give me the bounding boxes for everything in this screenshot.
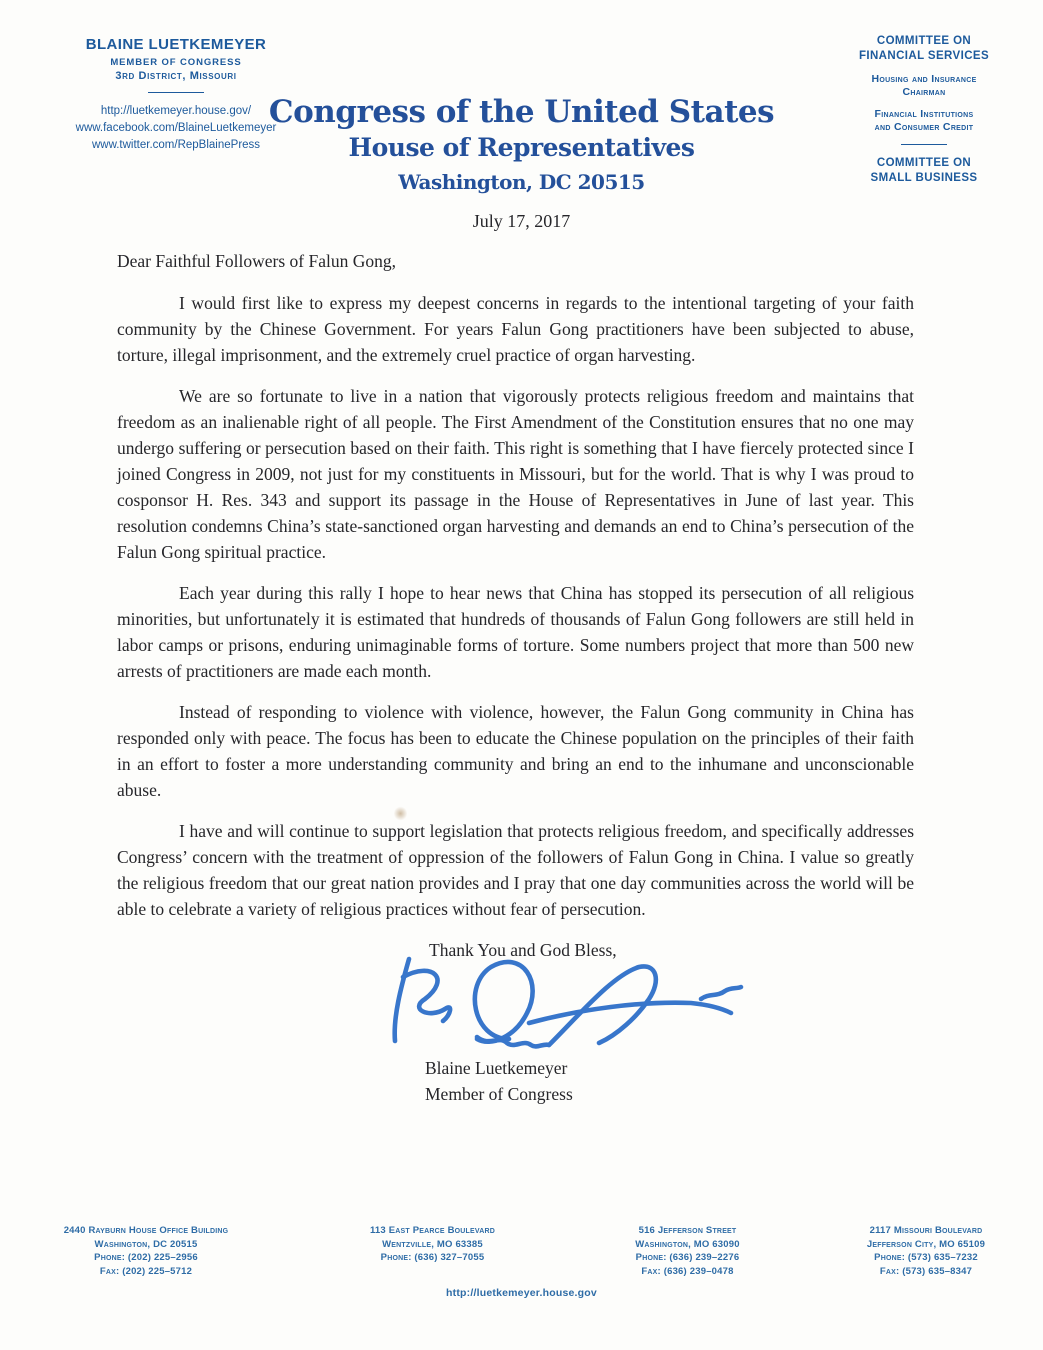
committees-block — [833, 34, 1015, 185]
divider — [901, 144, 947, 145]
facebook-link: www.facebook.com/BlaineLuetkemeyer — [75, 122, 277, 134]
committee-small-business: COMMITTEE ON SMALL BUSINESS — [870, 157, 978, 184]
subcommittee-financial-institutions: Financial Institutions and Consumer Credit — [874, 108, 974, 133]
paragraph-5: I have and will continue to support legislation that protects religious freedom, and specifically addresses Congress’ concern with the treatment of oppression of the followers of Falun Gong in China. I value so greatly the religious freedom that our great nation provides and I pray that one day communities across the world will be able to celebrate a variety of religious practices without fear of persecution. — [117, 821, 914, 919]
sender-district: 3rd District, Missouri — [115, 70, 237, 82]
office-dc: 2440 Rayburn House Office Building Washington, DC 20515 Phone: (202) 225–2956 Fax: (202) 225–5712 — [63, 1225, 229, 1277]
letter-body — [117, 248, 914, 1107]
office-jefferson-city: 2117 Missouri Boulevard Jefferson City, MO 65109 Phone: (573) 635–7232 Fax: (573) 635–8347 — [866, 1225, 986, 1277]
salutation: Dear Faithful Followers of Falun Gong, — [117, 251, 396, 271]
subcommittee-housing-insurance: Housing and Insurance Chairman — [871, 73, 977, 98]
signature-handwriting — [379, 955, 751, 1055]
paragraph-2: We are so fortunate to live in a nation that vigorously protects religious freedom and maintains that freedom as an inalienable right of all people. The First Amendment of the Constitution ensures that no one may undergo suffering or persecution based on their faith. This right is something that I have fiercely protected since I joined Congress in 2009, not just for my constituents in Missouri, but for the world. That is why I was proud to cosponsor H. Res. 343 and support its passage in the House of Representatives in June of last year. This resolution condemns China’s state-sanctioned organ harvesting and demands an end to China’s persecution of the Falun Gong spiritual practice. — [117, 386, 914, 562]
paragraph-3: Each year during this rally I hope to hear news that China has stopped its persecution of all religious minorities, but unfortunately it is estimated that hundreds of thousands of Falun Gong followers are still held in labor camps or prisons, enduring unimaginable forms of torture. Some numbers project that more than 500 new arrests of practitioners are made each month. — [117, 583, 914, 681]
twitter-link: www.twitter.com/RepBlainePress — [91, 139, 261, 151]
letter-date: July 17, 2017 — [472, 211, 571, 231]
divider — [148, 92, 204, 93]
signer-title: Member of Congress — [425, 1084, 573, 1104]
scan-smudge — [394, 806, 407, 821]
masthead-line-house: House of Representatives — [348, 133, 695, 162]
sender-name: BLAINE LUETKEMEYER — [85, 36, 267, 53]
paragraph-4: Instead of responding to violence with violence, however, the Falun Gong community in China has responded only with peace. The focus has been to educate the Chinese population on the principles of their faith in an effort to foster a more understanding community and bring an end to the inhumane and unconscionable abuse. — [117, 702, 914, 800]
office-wentzville: 113 East Pearce Boulevard Wentzville, MO 63385 Phone: (636) 327–7055 — [369, 1225, 496, 1263]
paragraph-1: I would first like to express my deepest concerns in regards to the intentional targeting of your faith community by the Chinese Government. For years Falun Gong practitioners have been subjected to abuse, torture, illegal imprisonment, and the extremely cruel practice of organ harvesting. — [117, 293, 914, 365]
website-link: http://luetkemeyer.house.gov/ — [100, 105, 252, 117]
office-washington-mo: 516 Jefferson Street Washington, MO 63090 Phone: (636) 239–2276 Fax: (636) 239–0478 — [635, 1225, 740, 1277]
masthead-line-congress: Congress of the United States — [268, 94, 775, 130]
signature-icon — [379, 955, 751, 1055]
masthead-line-washington: Washington, DC 20515 — [398, 170, 645, 194]
closing-line: Thank You and God Bless, — [429, 940, 617, 960]
signer-name: Blaine Luetkemeyer — [425, 1058, 568, 1078]
sender-title: MEMBER OF CONGRESS — [110, 57, 242, 68]
footer-website: http://luetkemeyer.house.gov — [446, 1287, 597, 1299]
committee-financial-services: COMMITTEE ON FINANCIAL SERVICES — [858, 35, 990, 62]
